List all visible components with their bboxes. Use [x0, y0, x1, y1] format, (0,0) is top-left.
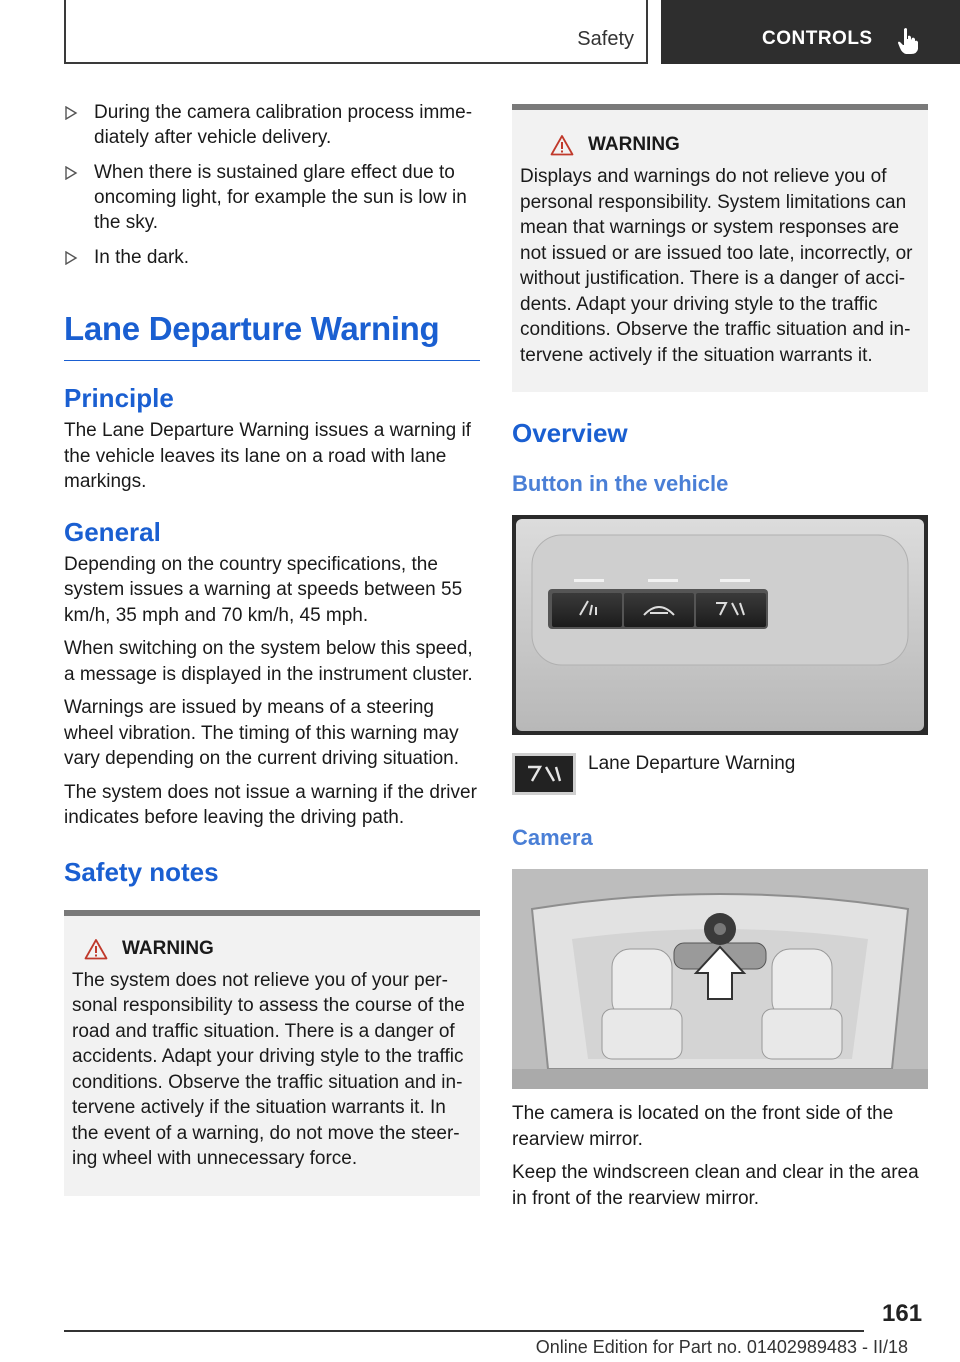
overview-heading: Overview [512, 418, 628, 448]
button-panel-photo [512, 515, 928, 735]
footer-divider [64, 1330, 864, 1332]
header-chapter-tab [661, 0, 960, 64]
button-legend [512, 753, 928, 795]
general-heading: General [64, 516, 161, 547]
safety-notes-heading: Safety notes [64, 856, 219, 887]
camera-paragraph: The camera is located on the front side of the rearview mirror. [512, 1103, 894, 1150]
header-chapter-label: CONTROLS [762, 28, 873, 49]
warning-header [520, 134, 920, 156]
list-item: In the dark. [64, 245, 480, 270]
header-section-label: Safety [577, 28, 634, 50]
button-legend-label: Lane Departure Warning [588, 753, 796, 774]
warning-header [72, 938, 472, 960]
list-item: During the camera calibration process imme‐diately after vehicle delivery. [64, 100, 480, 150]
pointing-hand-icon [897, 27, 919, 55]
principle-heading: Principle [64, 383, 174, 413]
camera-paragraph: Keep the windscreen clean and clear in the area in front of the rearview mirror. [512, 1162, 919, 1209]
warning-triangle-icon [550, 134, 574, 156]
left-column [64, 100, 480, 1196]
warning-label: WARNING [588, 134, 680, 155]
general-paragraph: Warnings are issued by means of a steering wheel vibration. The timing of this warning may vary depending on the current driving situation. [64, 697, 460, 769]
warning-label: WARNING [122, 937, 214, 959]
page-header [0, 0, 960, 66]
condition-list [64, 100, 480, 270]
camera-heading: Camera [512, 825, 593, 850]
safety-warning-box [64, 910, 480, 1196]
right-column [512, 104, 928, 1219]
principle-text: The Lane Departure Warning issues a warning if the vehicle leaves its lane on a road with lane markings. [64, 420, 471, 492]
general-paragraph: When switching on the system below this speed, a message is displayed in the instrument cluster. [64, 638, 473, 685]
triangle-bullet-icon [64, 106, 78, 120]
button-heading: Button in the vehicle [512, 471, 729, 496]
warning-text: Displays and warnings do not relieve you of personal responsibility. System limitations can mean that warnings or system responses are not issued or are issued too late, incorrectly, or without justification. There is a danger of acci‐dents. Adapt your driving style to the traffic conditions. Observe the traffic situation and in‐tervene actively if the situation warrants it. [520, 166, 913, 366]
page-number: 161 [882, 1300, 923, 1327]
triangle-bullet-icon [64, 166, 78, 180]
camera-location-photo [512, 869, 928, 1089]
general-paragraph: Depending on the country specifications, the system issues a warning at speeds between 55 km/h, 35 mph and 70 km/h, 45 mph. [64, 553, 463, 626]
triangle-bullet-icon [64, 251, 78, 265]
warning-text: The system does not relieve you of your per‐sonal responsibility to assess the course of the road and traffic situation. There is a danger of accidents. Adapt your driving style to the traffic conditions. Observe the traffic situation and in‐tervene actively if the situation warrants it. In the event of a warning, do not move the steer‐ing wheel with unnecessary force. [72, 969, 465, 1169]
general-paragraph: The system does not issue a warning if the driver indicates before leaving the driving path. [64, 781, 477, 828]
footer-edition: Online Edition for Part no. 01402989483 - II/18 [535, 1337, 908, 1357]
lane-departure-warning-icon [512, 753, 576, 795]
warning-triangle-icon [84, 938, 108, 960]
section-title: Lane Departure Warning [64, 310, 480, 361]
header-section-box [64, 0, 648, 64]
list-item: When there is sustained glare effect due to oncoming light, for example the sun is low in the sky. [64, 160, 480, 235]
displays-warning-box [512, 104, 928, 392]
